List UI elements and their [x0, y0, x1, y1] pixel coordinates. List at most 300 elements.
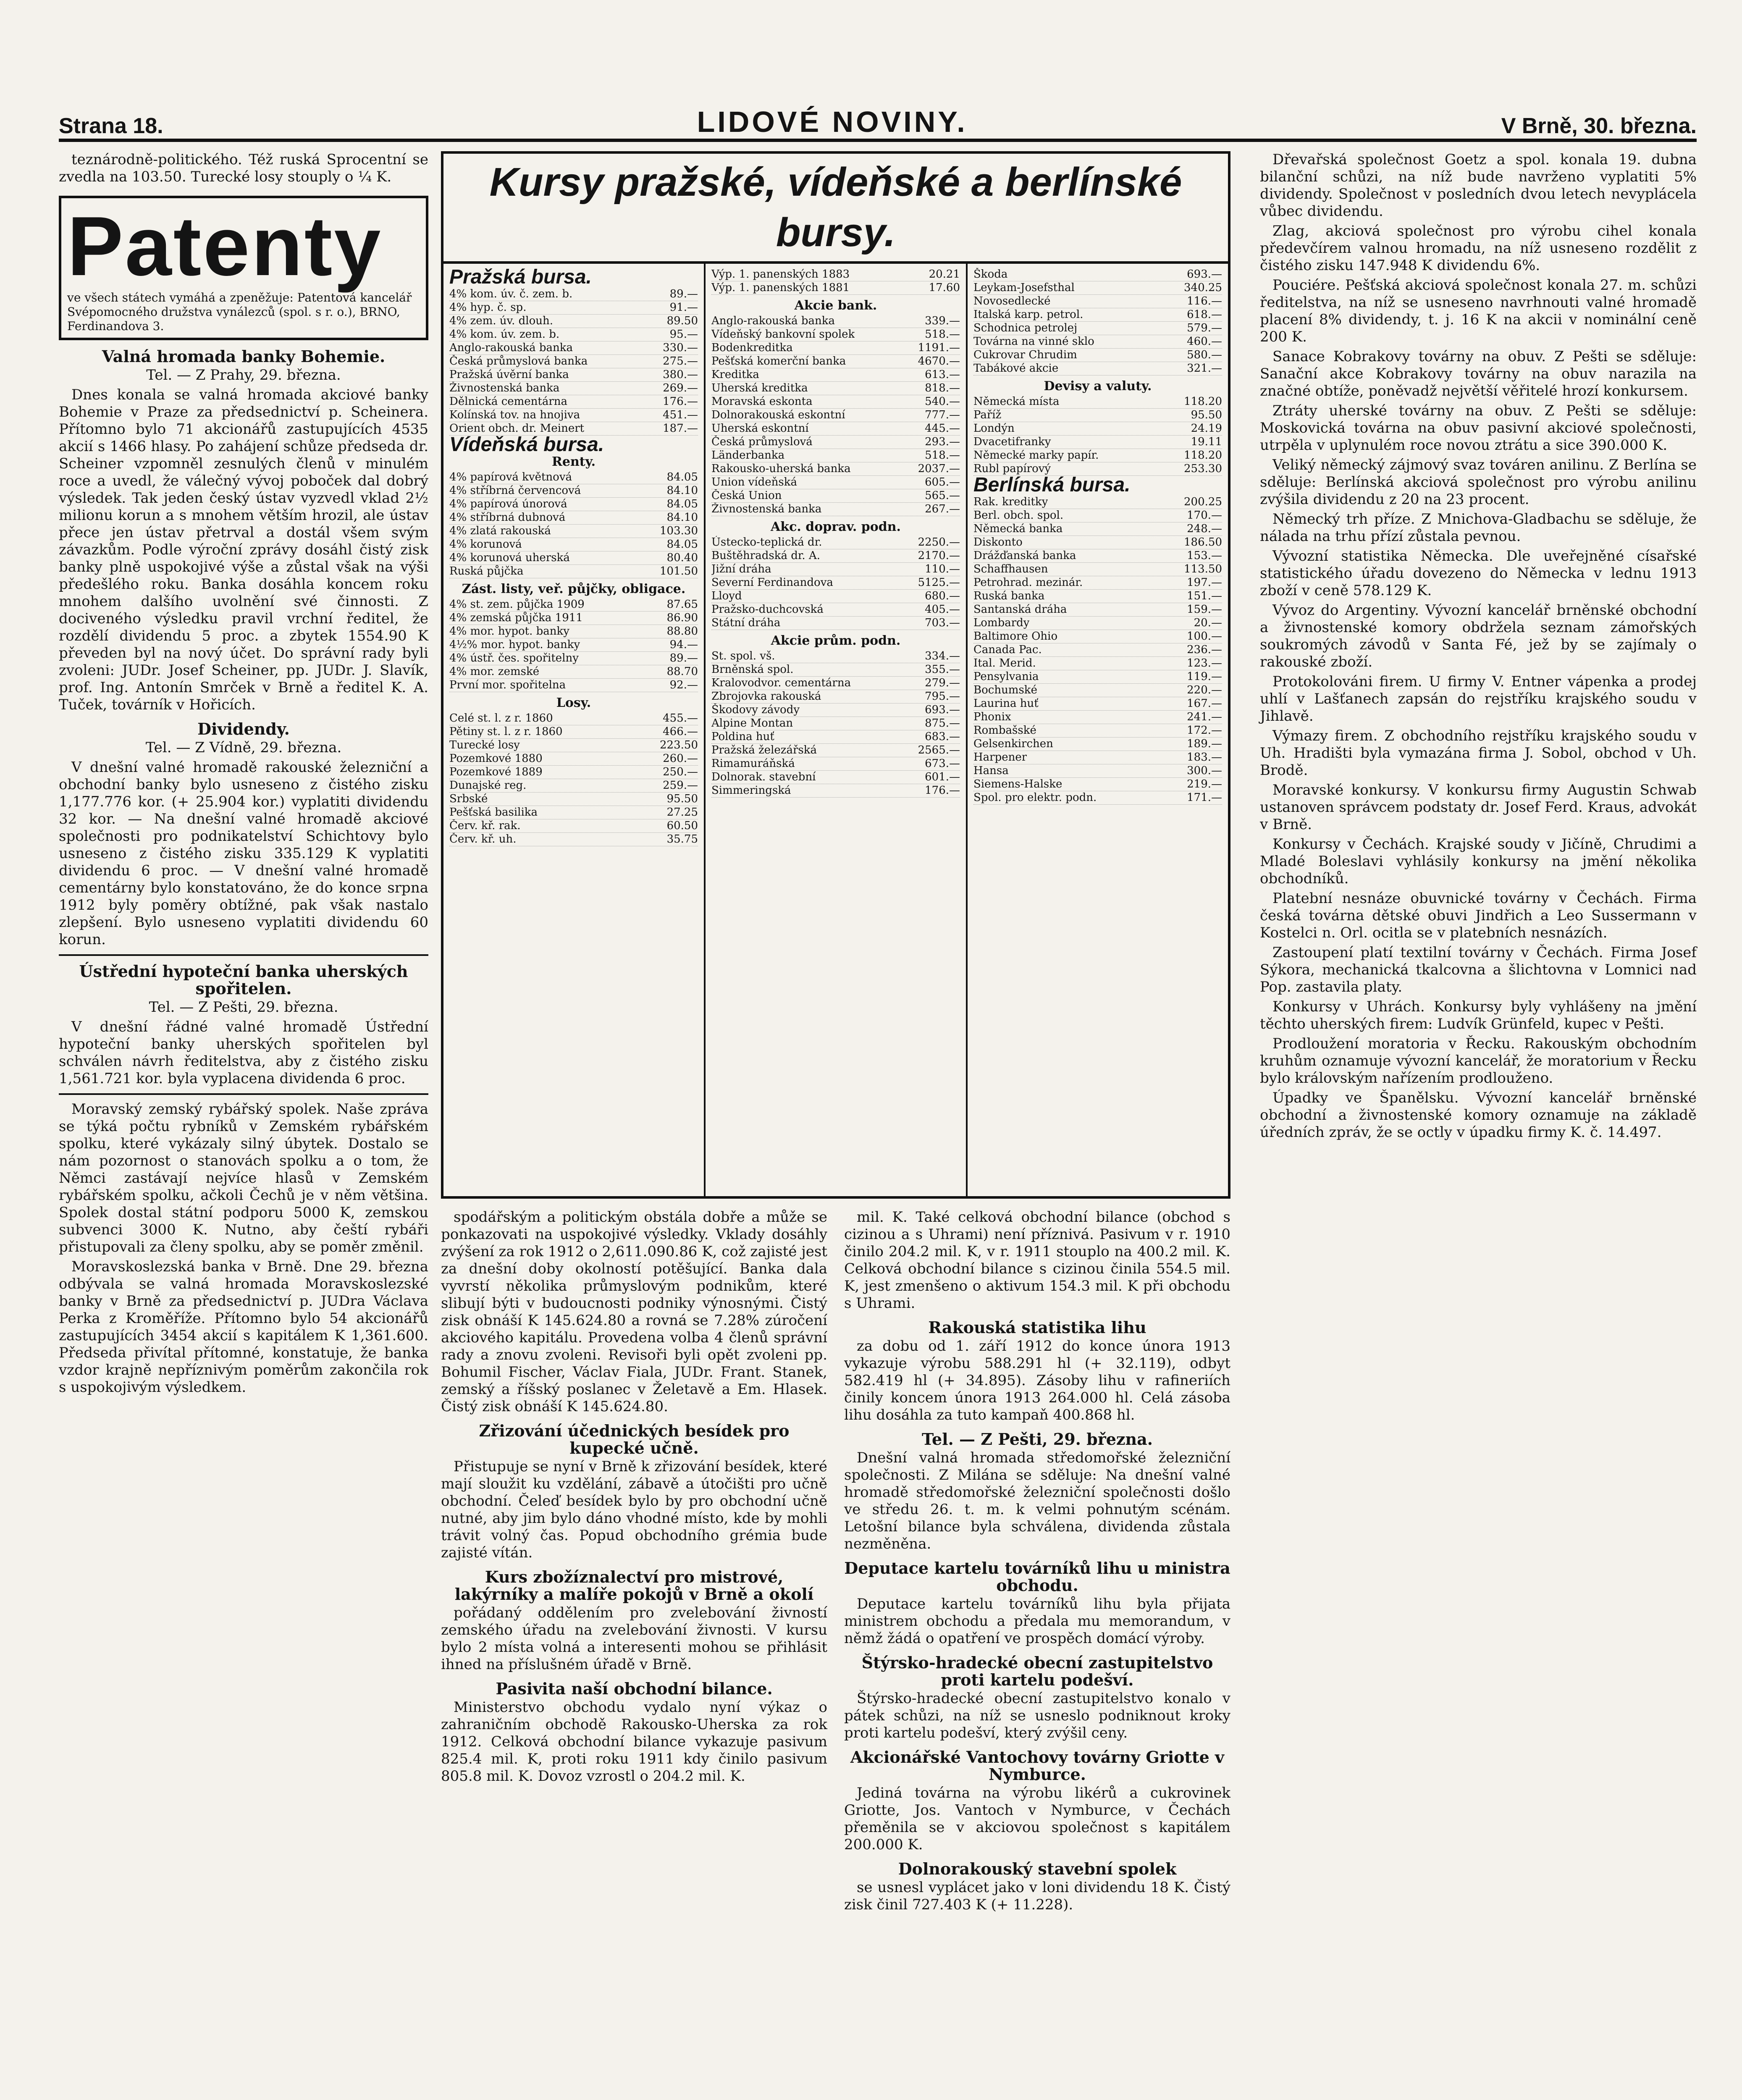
quote-row — [973, 590, 1222, 603]
article-text: Ministerstvo obchodu vydalo nyní výkaz o zahraničním obchodě Rakousko-Uherska za rok 1912. Celková obchodní bilance vykazuje pasivum 825.4 mil. K, proti roku 1911 kdy činilo pasivum 805.8 mil. K. Dovoz vzrostl o 204.2 mil. K. — [441, 1699, 827, 1785]
col1-article — [59, 720, 428, 948]
article — [441, 1422, 827, 1562]
quote-name: Santanská dráha — [973, 603, 1067, 616]
quote-value: 275.— — [663, 355, 698, 368]
vienna-subheading: Renty. — [551, 454, 596, 469]
quote-value: 580.— — [1187, 349, 1222, 361]
quote-value: 777.— — [925, 409, 960, 421]
quote-row — [711, 717, 960, 730]
quote-name: 4% zem. úv. dlouh. — [449, 315, 554, 327]
quote-row — [973, 549, 1222, 563]
quote-value: 95.50 — [666, 793, 698, 805]
middle-text-left — [441, 1209, 827, 1916]
quote-row — [449, 819, 698, 833]
quote-name: Leykam-Josefsthal — [973, 281, 1075, 294]
quote-value: 20.21 — [929, 268, 960, 281]
quote-value: 259.— — [663, 779, 698, 792]
article — [1260, 673, 1697, 725]
quote-row — [449, 739, 698, 752]
quote-row — [711, 617, 960, 630]
quote-name: Pětiny st. l. z r. 1860 — [449, 725, 563, 738]
quote-row — [711, 355, 960, 368]
quote-value: 455.— — [663, 712, 698, 724]
quote-value: 601.— — [925, 771, 960, 783]
article-text: Veliký německý zájmový svaz továren anilinu. Z Berlína se sděluje: Berlínská akciová společnost pro výrobu anilinu zvýšila dividendu z 20 na 23 procent. — [1260, 457, 1697, 508]
quote-name: Länderbanka — [711, 449, 785, 462]
quote-name: Živnostenská banka — [711, 503, 822, 515]
col1-article — [59, 963, 428, 1087]
article — [1260, 402, 1697, 454]
quote-row — [973, 738, 1222, 751]
quote-value: 19.11 — [1191, 436, 1222, 448]
right-top-rows — [973, 268, 1222, 375]
article — [844, 1209, 1230, 1312]
quote-value: 89.— — [669, 652, 698, 664]
quote-value: 818.— — [925, 382, 960, 394]
quote-value: 80.40 — [666, 551, 698, 564]
article — [1260, 1089, 1697, 1141]
quote-name: Kralovodvor. cementárna — [711, 677, 851, 689]
quote-value: 189.— — [1187, 738, 1222, 750]
quote-value: 170.— — [1187, 509, 1222, 522]
article-text: Prodloužení moratoria v Řecku. Rakouským obchodním kruhům oznamuje vývozní kancelář, že moratorium v Řecku bylo královským nařízením prodlouženo. — [1260, 1035, 1697, 1087]
quote-value: 279.— — [925, 677, 960, 689]
quote-row — [973, 563, 1222, 576]
quote-name: 4% korunová — [449, 538, 522, 551]
article — [1260, 602, 1697, 671]
quote-name: St. spol. vš. — [711, 650, 775, 662]
quote-row — [449, 712, 698, 725]
quote-value: 2037.— — [918, 462, 960, 475]
quote-row — [449, 679, 698, 692]
quote-row — [449, 612, 698, 625]
article-head: Ústřední hypoteční banka uherských spořitelen. — [79, 962, 408, 998]
quote-row — [711, 382, 960, 395]
quote-name: Harpener — [973, 751, 1027, 764]
quote-row — [711, 422, 960, 436]
issue-date: V Brně, 30. března. — [1501, 114, 1697, 138]
quote-name: Rimamuráňská — [711, 757, 795, 770]
quote-row — [973, 362, 1222, 375]
article — [441, 1209, 827, 1415]
quote-name: První mor. spořitelna — [449, 679, 566, 691]
quote-name: Německé marky papír. — [973, 449, 1099, 462]
article-dateline: Tel. — Z Prahy, 29. března. — [146, 367, 341, 383]
quote-row — [711, 328, 960, 341]
quote-name: Česká průmyslová banka — [449, 355, 588, 368]
article — [1260, 836, 1697, 887]
quote-row — [449, 288, 698, 301]
quote-name: Škoda — [973, 268, 1008, 281]
page-number: Strana 18. — [59, 114, 163, 138]
quote-row — [711, 677, 960, 690]
quote-row — [973, 724, 1222, 738]
quote-value: 172.— — [1187, 724, 1222, 737]
quote-value: 183.— — [1187, 751, 1222, 764]
article — [1260, 1035, 1697, 1087]
quote-value: 159.— — [1187, 603, 1222, 616]
col1-article — [59, 1101, 428, 1256]
article — [1260, 890, 1697, 942]
quote-name: Ital. Merid. — [973, 657, 1036, 669]
quote-row — [711, 549, 960, 563]
quote-name: Výp. 1. panenských 1881 — [711, 281, 850, 294]
quote-row — [973, 449, 1222, 462]
quote-row — [449, 395, 698, 409]
berlin-rows — [973, 496, 1222, 805]
quote-value: 540.— — [925, 395, 960, 408]
article-head: Valná hromada banky Bohemie. — [102, 347, 386, 366]
article — [441, 1568, 827, 1673]
currency-rows — [973, 395, 1222, 476]
article-text: Vývoz do Argentiny. Vývozní kancelář brněnské obchodní a živnostenské komory obdržela seznam zámořských soukromých závodů v Santa Fé, jež by se zajímaly o rakouské zboží. — [1260, 602, 1697, 670]
quote-value: 605.— — [925, 476, 960, 488]
quote-value: 253.30 — [1184, 462, 1222, 475]
divider — [59, 954, 428, 956]
article-text: Přistupuje se nyní v Brně k zřizování besídek, které mají sloužit ku vzdělání, zábavě a útočišti pro učně obchodní. Čeleď besídek bylo by pro obchodní učně nutné, aby jim bylo dáno vhodné místo, kde by mohli trávit volný čas. Popud obchodního grémia bude zajisté vítán. — [441, 1458, 827, 1561]
quote-value: 2565.— — [918, 744, 960, 756]
quote-name: Červ. kř. uh. — [449, 833, 517, 845]
quote-name: 4% zemská půjčka 1911 — [449, 612, 583, 624]
article — [1260, 457, 1697, 508]
article — [844, 1860, 1230, 1914]
quote-name: Gelsenkirchen — [973, 738, 1053, 750]
quote-value: 875.— — [925, 717, 960, 730]
mid-top-rows — [711, 268, 960, 295]
quote-value: 334.— — [925, 650, 960, 662]
quote-value: 2250.— — [918, 536, 960, 549]
quote-value: 35.75 — [666, 833, 698, 845]
quote-name: 4% papírová květnová — [449, 471, 572, 483]
quote-name: 4½% mor. hypot. banky — [449, 638, 580, 651]
quote-row — [449, 315, 698, 328]
quote-name: Kolínská tov. na hnojiva — [449, 409, 580, 421]
article-head: Štýrsko-hradecké obecní zastupitelstvo proti kartelu podešví. — [861, 1653, 1213, 1689]
quote-name: Lloyd — [711, 590, 742, 602]
masthead: LIDOVÉ NOVINY. — [697, 105, 968, 138]
quote-value: 248.— — [1187, 522, 1222, 535]
article-text: Konkursy v Uhrách. Konkursy byly vyhlášeny na jmění těchto uherských firem: Ludvík Grünfeld, kupec v Pešti. — [1260, 998, 1697, 1032]
lots-rows — [449, 712, 698, 846]
quote-row — [449, 301, 698, 315]
quote-name: Laurina huť — [973, 697, 1039, 710]
article-text: Vývozní statistika Německa. Dle uveřejněné císařské statistického úřadu dovezeno do Německa v lednu 1913 zboží v ceně 578.129 K. — [1260, 548, 1697, 599]
article-head: Zřizování účednických besídek pro kupecké učně. — [479, 1421, 790, 1457]
quote-row — [973, 617, 1222, 630]
quote-row — [711, 341, 960, 355]
quote-value: 92.— — [669, 679, 698, 691]
quote-name: Rubl papírový — [973, 462, 1051, 475]
quote-name: Anglo-rakouská banka — [711, 315, 835, 327]
article-head: Akcionářské Vantochovy továrny Griotte v Nymburce. — [850, 1748, 1225, 1784]
quote-name: Poldina huť — [711, 730, 774, 743]
quote-value: 186.50 — [1184, 536, 1222, 549]
article-text: Dnes konala se valná hromada akciové banky Bohemie v Praze za předsednictví p. Scheinera. Přítomno bylo 71 akcionářů zastupujících 4535 akcií s 1466 hlasy. Po zahájení schůze předseda dr. Scheiner vzpomněl zesnulých členů v minulém roce a uvedl, že válečný vývoj poboček dal dobrý výsledek. Tak jeden český ústav vyzvedl vklad 2½ milionu korun a s mnohem větším hrozil, ale ústav přece jen ústav přetrval a dostál všem svým závazkům. Podle výroční zprávy dosáhl čistý zisk banky plně uspokojivé výše a zůstal však na výši předešlého roku. Banka dosáhla koncem roku mnohem dalšího uvolnění své činnosti. Z dociveného výsledku pravil vrchní ředitel, že rozdělí dividendu 5 proc. a zbytek 1554.90 K převeden byl na nový účet. Do správní rady byli zvoleni: JUDr. Josef Scheiner, pp. JUDr. J. Slavík, prof. Ing. Antonín Smrček v Brně a ředitel K. A. Tuček, továrník v Hořicích. — [59, 386, 428, 713]
quote-value: 445.— — [925, 422, 960, 435]
quote-value: 293.— — [925, 436, 960, 448]
article-head: Pasivita naší obchodní bilance. — [496, 1679, 773, 1698]
newspaper-page — [25, 17, 1718, 2100]
quote-name: Uherská eskontní — [711, 422, 809, 435]
quote-value: 123.— — [1187, 657, 1222, 669]
article — [1260, 348, 1697, 400]
quote-value: 87.65 — [666, 598, 698, 611]
banks-heading: Akcie bank. — [794, 298, 877, 313]
quote-row — [449, 498, 698, 511]
quote-row — [449, 341, 698, 355]
quote-value: 88.70 — [666, 665, 698, 678]
quote-name: Pensylvania — [973, 670, 1039, 683]
quote-row — [449, 328, 698, 341]
quote-name: Schodnica petrolej — [973, 322, 1078, 334]
quote-row — [973, 778, 1222, 791]
quote-row — [711, 449, 960, 462]
quote-row — [711, 315, 960, 328]
berlin-heading: Berlínská bursa. — [973, 474, 1131, 496]
quote-value: 110.— — [925, 563, 960, 575]
article-dateline: Tel. — Z Vídně, 29. března. — [145, 739, 342, 756]
quote-row — [711, 436, 960, 449]
quote-row — [449, 638, 698, 652]
quote-name: Výp. 1. panenských 1883 — [711, 268, 850, 281]
quote-row — [711, 489, 960, 503]
quote-value: 300.— — [1187, 764, 1222, 777]
column-4 — [1260, 151, 1697, 1144]
quote-value: 197.— — [1187, 576, 1222, 589]
quote-name: Červ. kř. rak. — [449, 819, 521, 832]
quote-value: 405.— — [925, 603, 960, 616]
industry-heading: Akcie prům. podn. — [771, 633, 901, 648]
quote-name: Phonix — [973, 711, 1011, 723]
article-text: Moravskoslezská banka v Brně. Dne 29. března odbývala se valná hromada Moravskoslezské banky v Brně za předsednictví p. JUDra Václava Perka z Kroměříže. Přítomno bylo 54 akcionářů zastupujících 3454 akcií s kapitálem K 1,361.600. Předseda přivítal přítomné, konstatuje, že banka vzdor krajně nepříznivým poměrům zakončila rok s uspokojivým výsledkem. — [59, 1258, 428, 1396]
quote-value: 4670.— — [918, 355, 960, 368]
quote-value: 27.25 — [666, 806, 698, 819]
quote-row — [449, 471, 698, 484]
article-head: Dividendy. — [197, 719, 290, 738]
article — [1260, 151, 1697, 220]
quote-row — [711, 744, 960, 757]
article-text: za dobu od 1. září 1912 do konce února 1913 vykazuje výrobu 588.291 hl (+ 32.119), odbyt 582.419 hl (+ 34.895). Zásoby lihu v rafineriích činily koncem února 1913 264.000 hl. Celá zásoba lihu dosáhla za tuto kampaň 400.868 hl. — [844, 1338, 1230, 1423]
article — [1260, 277, 1697, 346]
quote-row — [973, 335, 1222, 349]
patent-advertisement — [59, 196, 428, 340]
quote-name: Ústecko-teplická dr. — [711, 536, 822, 549]
article — [844, 1559, 1230, 1647]
quote-name: Canada Pac. — [973, 643, 1042, 656]
article-text: Protokolováni firem. U firmy V. Entner vápenka a prodej uhlí v Lašťanech zapsán do rejstříku krajského soudu v Jihlavě. — [1260, 673, 1697, 724]
quote-name: Pozemkové 1880 — [449, 752, 543, 765]
quote-name: Paříž — [973, 409, 1002, 421]
quote-row — [449, 565, 698, 578]
article-text: pořádaný oddělením pro zvelebování živností zemského úřadu na zvelebování živnosti. V kursu bylo 2 místa volná a interesenti mohou se přihlásit ihned na příslušném úřadě v Brně. — [441, 1604, 827, 1673]
article-text: Platební nesnáze obuvnické továrny v Čechách. Firma česká továrna dětské obuvi Jindřich a Leo Sussermann v Kostelci n. Orl. ocitla se v platebních nesnázích. — [1260, 890, 1697, 941]
quote-value: 86.90 — [666, 612, 698, 624]
quote-row — [711, 730, 960, 744]
quote-value: 1191.— — [918, 341, 960, 354]
quote-value: 176.— — [925, 784, 960, 797]
industry-rows — [711, 650, 960, 798]
bourse-column-right — [968, 264, 1228, 1196]
article-text: Konkursy v Čechách. Krajské soudy v Jičíně, Chrudimi a Mladé Boleslavi vyhlásily konkursy na jmění několika obchodníků. — [1260, 836, 1697, 887]
article-text: Dnešní valná hromada středomořské železniční společnosti. Z Milána se sděluje: Na dnešní valné hromadě středomořské železniční společnosti došlo ve středu 26. t. m. k velmi pohnutým scénám. Letošní bilance byla schválena, dividenda zůstala nezměněna. — [844, 1449, 1230, 1552]
quote-row — [449, 806, 698, 819]
quote-name: Tabákové akcie — [973, 362, 1059, 375]
quote-value: 84.10 — [666, 484, 698, 497]
quote-value: 153.— — [1187, 549, 1222, 562]
quote-value: 60.50 — [666, 819, 698, 832]
article — [844, 1654, 1230, 1742]
article — [1260, 511, 1697, 545]
article — [844, 1431, 1230, 1553]
quote-value: 89.— — [669, 288, 698, 300]
quote-row — [711, 757, 960, 771]
quote-row — [711, 663, 960, 677]
quote-value: 176.— — [663, 395, 698, 408]
quote-name: Škodovy závody — [711, 704, 800, 716]
quote-row — [449, 725, 698, 739]
page-header — [59, 101, 1697, 142]
quote-name: Česká průmyslová — [711, 436, 813, 448]
quote-value: 119.— — [1187, 670, 1222, 683]
article — [441, 1680, 827, 1785]
quote-row — [711, 576, 960, 590]
quote-row — [711, 268, 960, 281]
quote-row — [449, 382, 698, 395]
quote-row — [711, 704, 960, 717]
quote-row — [973, 496, 1222, 509]
quote-name: 4% hyp. č. sp. — [449, 301, 527, 314]
quote-row — [973, 630, 1222, 643]
article-text: spodářským a politickým obstála dobře a může se ponkazovati na uspokojivé výsledky. Vklady dosáhly zvýšení za rok 1912 o 2,611.090.86 K, což zajisté jest za dnešní doby okolností potěšující. Banka dala vyvrstí několika průmyslovým podnikům, které slibují býti v budoucnosti podniky výnosnými. Čistý zisk obnáší K 145.624.80 a rovná se 7.28% zúročení akciového kapitálu. Provedena volba 4 členů správní rady a znovu zvoleni. Revisoři byli opět zvoleni pp. Bohumil Fischer, Václav Fiala, JUDr. Frant. Stanek, zemský a říšský poslanec v Želetavě a Em. Hlasek. Čistý zisk obnáší K 145.624.80. — [441, 1209, 827, 1415]
quote-name: Ruská banka — [973, 590, 1045, 602]
quote-row — [449, 525, 698, 538]
quote-value: 693.— — [1187, 268, 1222, 281]
article — [1260, 223, 1697, 274]
article-text: Německý trh příze. Z Mnichova-Gladbachu se sděluje, že nálada na trhu přízí zůstala pevnou. — [1260, 511, 1697, 545]
quote-row — [711, 590, 960, 603]
quote-value: 88.80 — [666, 625, 698, 638]
quote-value: 518.— — [925, 449, 960, 462]
quote-name: Pešťská basilika — [449, 806, 538, 819]
quote-name: Státní dráha — [711, 617, 781, 629]
lots-heading: Losy. — [556, 696, 591, 710]
bourse-title: Kursy pražské, vídeňské a berlínské bursy. — [441, 151, 1230, 261]
quote-row — [711, 409, 960, 422]
article-text: Ztráty uherské továrny na obuv. Z Pešti se sděluje: Moskovická továrna na obuv pasivní akciové společnosti, utrpěla v uplynulém roce novou ztrátu a sice 390.000 K. — [1260, 402, 1697, 454]
article-head: Dolnorakouský stavební spolek — [898, 1859, 1177, 1878]
article-head: Deputace kartelu továrníků lihu u ministra obchodu. — [844, 1559, 1230, 1595]
quote-name: Továrna na vinné sklo — [973, 335, 1094, 348]
quote-value: 101.50 — [660, 565, 698, 578]
quote-name: Dvacetifranky — [973, 436, 1051, 448]
quote-row — [973, 791, 1222, 805]
quote-row — [973, 536, 1222, 549]
quote-value: 24.19 — [1191, 422, 1222, 435]
patent-text: ve všech státech vymáhá a zpeněžuje: Patentová kancelář Svépomocného družstva vynálezců (spol. s r. o.), BRNO, Ferdinandova 3. — [67, 291, 412, 333]
quote-value: 94.— — [669, 638, 698, 651]
quote-name: 4% zlatá rakouská — [449, 525, 551, 537]
quote-name: Jižní dráha — [711, 563, 771, 575]
quote-name: 4% kom. úv. č. zem. b. — [449, 288, 573, 300]
quote-name: Německá banka — [973, 522, 1063, 535]
quote-row — [449, 368, 698, 382]
quote-row — [973, 697, 1222, 711]
quote-value: 200.25 — [1184, 496, 1222, 508]
quote-value: 219.— — [1187, 778, 1222, 790]
quote-row — [449, 409, 698, 422]
quote-row — [973, 657, 1222, 670]
transport-rows — [711, 536, 960, 630]
vienna-rows — [449, 471, 698, 578]
quote-name: Baltimore Ohio — [973, 630, 1058, 643]
quote-name: 4% mor. zemské — [449, 665, 540, 678]
quote-row — [711, 368, 960, 382]
quote-value: 84.05 — [666, 538, 698, 551]
quote-value: 340.25 — [1184, 281, 1222, 294]
quote-name: Bochumské — [973, 684, 1037, 696]
quote-name: Uherská kreditka — [711, 382, 808, 394]
col1-article — [59, 1258, 428, 1396]
quote-name: Spol. pro elektr. podn. — [973, 791, 1097, 804]
quote-value: 518.— — [925, 328, 960, 341]
quote-value: 683.— — [925, 730, 960, 743]
middle-section — [441, 151, 1230, 1916]
quote-name: Moravská eskonta — [711, 395, 813, 408]
quote-name: 4% korunová uherská — [449, 551, 570, 564]
quote-name: Pražsko-duchcovská — [711, 603, 824, 616]
prague-heading: Pražská bursa. — [449, 266, 592, 288]
intro-paragraph: teznárodně-politického. Též ruská Sprocentní se zvedla na 103.50. Turecké losy stouply o ¼ K. — [59, 151, 428, 185]
article-text: Moravský zemský rybářský spolek. Naše zpráva se týká počtu rybníků v Zemském rybářském spolku, které vykázaly silný úbytek. Dostalo se nám pozornost o stanovách spolku a o tom, že Němci zastávají nejvíce hlasů v Zemském rybářském spolku, ačkoli Čechů je v něm většina. Spolek dostal státní podporu 5000 K, zemskou subvenci 3000 K. Nutno, aby čeští rybáři přistupovali za členy spolku, aby se poměr změnil. — [59, 1101, 428, 1255]
quote-name: Celé st. l. z r. 1860 — [449, 712, 553, 724]
quote-row — [711, 476, 960, 489]
quote-row — [449, 652, 698, 665]
quote-value: 613.— — [925, 368, 960, 381]
bank-rows — [711, 315, 960, 516]
article-text: se usnesl vyplácet jako v loni dividendu 18 K. Čistý zisk činil 727.403 K (+ 11.228). — [844, 1879, 1230, 1913]
quote-row — [449, 598, 698, 612]
article — [1260, 782, 1697, 833]
quote-value: 673.— — [925, 757, 960, 770]
article-text: Zastoupení platí textilní továrny v Čechách. Firma Josef Sýkora, mechanická tkalcovna a šlichtovna v Lomnici nad Pop. zastavila platy. — [1260, 944, 1697, 995]
quote-row — [449, 793, 698, 806]
quote-value: 95.50 — [1191, 409, 1222, 421]
quote-name: 4% mor. hypot. banky — [449, 625, 569, 638]
quote-value: 703.— — [925, 617, 960, 629]
quote-name: Italská karp. petrol. — [973, 308, 1084, 321]
article-text: Pouciére. Pešťská akciová společnost konala 27. m. schůzi ředitelstva, na níž se usneseno navrhnouti valné hromadě placení 8% dividendy, t. j. 16 K na akcii v nominální ceně 200 K. — [1260, 277, 1697, 345]
quote-name: 4% ústř. čes. spořitelny — [449, 652, 579, 664]
quote-value: 91.— — [669, 301, 698, 314]
quote-name: 4% stříbrná červencová — [449, 484, 581, 497]
article — [1260, 998, 1697, 1033]
column-1 — [59, 151, 428, 1399]
quote-name: Dolnorak. stavební — [711, 771, 816, 783]
quote-name: Diskonto — [973, 536, 1023, 549]
quote-row — [711, 503, 960, 516]
quote-value: 269.— — [663, 382, 698, 394]
quote-value: 451.— — [663, 409, 698, 421]
quote-value: 565.— — [925, 489, 960, 502]
quote-row — [711, 603, 960, 617]
quote-row — [973, 322, 1222, 335]
quote-row — [449, 833, 698, 846]
quote-name: Rak. kreditky — [973, 496, 1048, 508]
quote-value: 795.— — [925, 690, 960, 703]
quote-row — [711, 650, 960, 663]
quote-value: 118.20 — [1184, 395, 1222, 408]
quote-row — [449, 625, 698, 638]
